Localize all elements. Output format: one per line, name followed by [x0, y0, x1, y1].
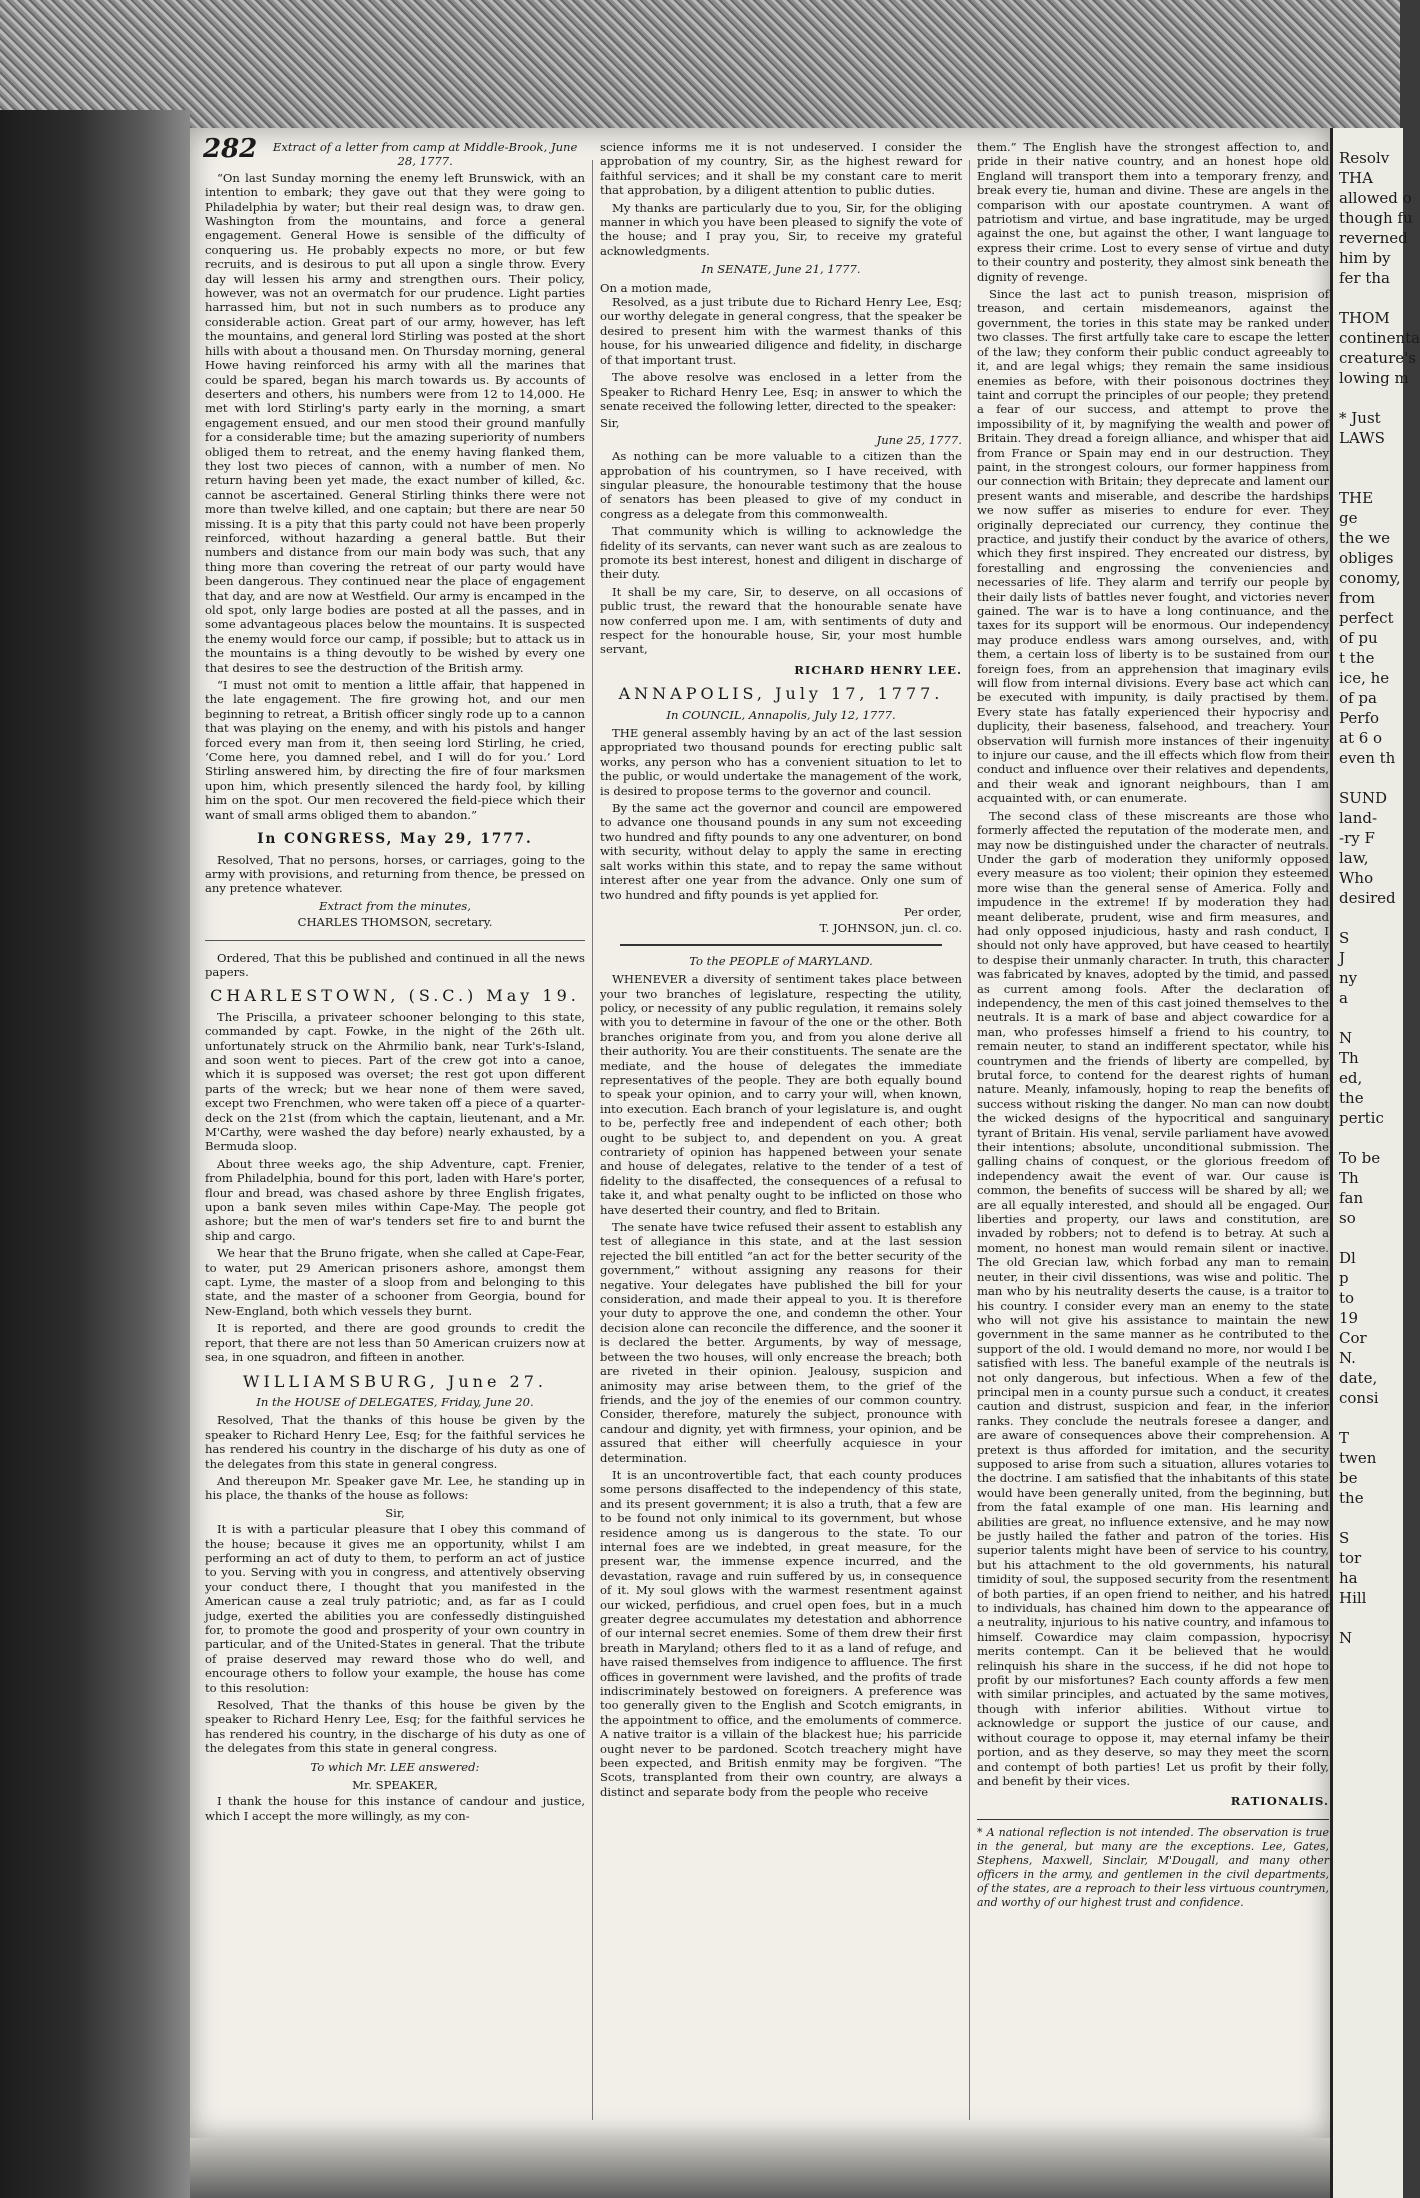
adjacent-page-text: land-: [1339, 809, 1378, 827]
adjacent-page-text: ed,: [1339, 1069, 1363, 1087]
paragraph: About three weeks ago, the ship Adventure, capt. Frenier, from Philadelphia, bound for this port, laden with Hare's porter, flour and bread, was chased ashore by three English frigates, upon a bank seven miles within Cape-May. The people got ashore; but the men of war's tenders set fire to and burnt the ship and cargo.: [205, 1156, 585, 1243]
adjacent-page-text: tor: [1339, 1549, 1362, 1567]
adjacent-page-text: N.: [1339, 1349, 1356, 1367]
adjacent-page-text: [1333, 908, 1403, 928]
section-heading: ANNAPOLIS, July 17, 1777.: [618, 684, 944, 704]
page-bottom-edge: [190, 2138, 1330, 2198]
adjacent-page-text: reverned: [1339, 229, 1408, 247]
adjacent-page-text: of pu: [1339, 629, 1378, 647]
column-3: [977, 140, 1329, 1910]
adjacent-page-text: [1333, 468, 1403, 488]
per-order: Per order,: [903, 904, 962, 919]
adjacent-page-text: date,: [1339, 1369, 1378, 1387]
extract-note: Extract from the minutes,: [319, 898, 471, 913]
paragraph: Resolved, as a just tribute due to Richard Henry Lee, Esq; our worthy delegate in general congress, that the speaker be desired to present him with the warmest thanks of this house, for his unwearied diligence and fidelity, in discharge of that important trust.: [600, 295, 962, 367]
adjacent-page-text: continenta: [1339, 329, 1420, 347]
paragraph: It is reported, and there are good grounds to credit the report, that there are not less than 50 American cruizers now at sea, in one squadron, and fifteen in another.: [205, 1321, 585, 1365]
adjacent-page-text: 19: [1339, 1309, 1359, 1327]
adjacent-page-text: [1333, 448, 1403, 468]
adjacent-page-text: allowed o: [1339, 189, 1412, 207]
paragraph: As nothing can be more valuable to a citizen than the approbation of his countrymen, so I have received, with singular pleasure, the honourable testimony that the house of senators has been pleased to give of my conduct in congress as a delegate from this commonwealth.: [600, 449, 962, 521]
paragraph: The Priscilla, a privateer schooner belonging to this state, commanded by capt. Fowke, in the night of the 26th ult. unfortunately struck on the Ahrmilio bank, near Turk's-Island, and soon went to pieces. Part of the crew got into a canoe, which it is supposed was overset; the rest got upon different parts of the wreck; but we hear none of them were saved, except two Frenchmen, who were taken off a piece of a quarter-deck on the 21st (from which the captain, lieutenant, and a Mr. M'Carthy, were washed the day before) nearly exhausted, by a Bermuda sloop.: [205, 1009, 585, 1154]
adjacent-page-text: Resolv: [1339, 149, 1390, 167]
paragraph: I thank the house for this instance of candour and justice, which I accept the more willingly, as my con-: [205, 1794, 585, 1823]
paragraph: science informs me it is not undeserved. I consider the approbation of my country, Sir, as the highest reward for faithful services; and it shall be my constant care to merit that approbation, by a diligent attention to public duties.: [600, 140, 962, 198]
signature: CHARLES THOMSON, secretary.: [297, 915, 493, 930]
adjacent-page-text: from: [1339, 589, 1375, 607]
adjacent-page-text: consi: [1339, 1389, 1379, 1407]
column-rule: [592, 160, 593, 2120]
salutation: Sir,: [385, 1505, 405, 1520]
adjacent-page-fragment: [1330, 128, 1420, 2198]
adjacent-page-text: at 6 o: [1339, 729, 1383, 747]
paragraph: That community which is willing to acknowledge the fidelity of its servants, can never want such as are zealous to promote its best interest, honest and diligent in discharge of their duty.: [600, 524, 962, 582]
motion-line: On a motion made,: [600, 280, 712, 295]
paragraph: “On last Sunday morning the enemy left Brunswick, with an intention to embark; they gave out that they were going to Philadelphia by water; but their real design was, to draw gen. Washington from the mountains, and force a general engagement. General Howe is sensible of the difficulty of conquering us. He probably expects no more, or but few recruits, and is desirous to put all upon a single throw. Every day will lessen his army and strengthen ours. Their policy, however, was not an overmatch for our prudence. Light parties harrassed him, but not in such numbers as to produce any considerable action. Great part of our army, however, has left the mountains, and general lord Stirling was posted at the short hills with about a thousand men. On Thursday morning, general Howe having reinforced his army with all the marines that could be spared, began his march towards us. By accounts of deserters and others, his numbers were from 12 to 14,000. He met with lord Stirling's party early in the morning, a smart engagement ensued, and our men stood their ground manfully for a considerable time; but the amazing superiority of numbers obliged them to retreat, and the enemy having flanked them, they lost two pieces of cannon, with a number of men. No return having been yet made, the exact number of killed, &c. cannot be ascertained. General Stirling thinks there were not more than twelve killed, and one captain; but there are near 50 missing. It is a pity that this party could not have been properly reinforced, without hazarding a general battle. But their numbers and distance from our main body was such, that any thing more than covering the retreat of our party would have been dangerous. They continued near the place of engagement that day, and are now at Westfield. Our army is encamped in the old spot, only large bodies are posted at all the passes, and in some advantageous places below the mountains. It is suspected the enemy would force our camp, if possible; but to attack us in the mountains is a thing devoutly to be wished by every one that desires to see the destruction of the British army.: [205, 170, 585, 675]
adjacent-page-text: [1333, 288, 1403, 308]
paragraph: It is with a particular pleasure that I obey this command of the house; because it gives me an opportunity, whilst I am performing an act of duty to them, to perform an act of justice to you. Serving with you in congress, and attentively observing your conduct there, I thought that you manifested in the American cause a zeal truly patriotic; and, as far as I could judge, exerted the abilities you are confessedly distinguished for, to promote the good and prosperity of your own country in particular, and of the United-States in general. That the tribute of praise deserved may reward those who do well, and encourage others to follow your example, the house has come to this resolution:: [205, 1522, 585, 1695]
paragraph: We hear that the Bruno frigate, when she called at Cape-Fear, to water, put 29 American prisoners ashore, amongst them capt. Lyme, the master of a sloop from and belonging to this state, and the master of a schooner from Georgia, bound for New-England, both which vessels they burnt.: [205, 1246, 585, 1318]
adjacent-page-text: THA: [1339, 169, 1373, 187]
letter-caption: 282 Extract of a letter from camp at Middle-Brook, June 28, 1777.: [203, 134, 578, 169]
adjacent-page-text: be: [1339, 1469, 1358, 1487]
adjacent-page-text: S: [1339, 1529, 1350, 1547]
adjacent-page-text: ge: [1339, 509, 1358, 527]
adjacent-page-text: Cor: [1339, 1329, 1367, 1347]
adjacent-page-text: [1333, 768, 1403, 788]
adjacent-page-text: J: [1339, 949, 1346, 967]
adjacent-page-text: law,: [1339, 849, 1369, 867]
adjacent-page-text: a: [1339, 989, 1348, 1007]
adjacent-page-text: t the: [1339, 649, 1375, 667]
adjacent-page-text: conomy,: [1339, 569, 1401, 587]
adjacent-page-text: obliges: [1339, 549, 1394, 567]
adjacent-page-text: [1333, 1508, 1403, 1528]
divider: [205, 940, 585, 941]
adjacent-page-text: fan: [1339, 1189, 1364, 1207]
subheading: To which Mr. LEE answered:: [310, 1759, 480, 1774]
salutation: Mr. SPEAKER,: [352, 1778, 438, 1793]
adjacent-page-text: [1333, 1128, 1403, 1148]
adjacent-page-text: Th: [1339, 1049, 1359, 1067]
book-spine: [0, 110, 190, 2198]
paragraph: And thereupon Mr. Speaker gave Mr. Lee, he standing up in his place, the thanks of the house as follows:: [205, 1473, 585, 1503]
adjacent-page-text: [1333, 1608, 1403, 1628]
adjacent-page-text: pertic: [1339, 1109, 1384, 1127]
signature: T. JOHNSON, jun. cl. co.: [819, 921, 962, 936]
column-rule: [969, 160, 970, 2120]
paragraph: Since the last act to punish treason, misprision of treason, and certain misdemeanors, against the government, the tories in this state may be ranked under two classes. The first artfully take care to escape the letter of the law; they conform their public conduct agreeably to it, and are legal whigs; they remain the same insidious enemies as before, with their poisonous doctrines they taint and corrupt the principles of our people; they pretend a fear of our success, and attempt to prove the impossibility of it, by magnifying the wealth and power of Britain. They dread a foreign alliance, and whisper that aid from France or Spain may end in our destruction. They paint, in the strongest colours, our former happiness from our connection with Britain; they deprecate and lament our present wants and miserable, and describe the hardships we now suffer as miseries to endure for ever. They originally depreciated our currency, they continue the practice, and justify their conduct by the avarice of others, which they first inspired. They encreated our distress, by forestalling and engrossing the conveniencies and necessaries of life. They alarm and terrify our people by their daily lists of battles never fought, and victories never gained. The war is to have a long continuance, and the taxes for its support will be enormous. Our independency may produce endless wars among ourselves, and, with them, a certain loss of liberty is to be sustained from our foreign foes, from an apprehension that imaginary evils will flow from internal divisions. Every base act which can be executed with impunity, is daily practised by them. Every state has fatally experienced their hypocrisy and duplicity, their baseness, falsehood, and treachery. Your observation will furnish more instances of their ingenuity to injure our cause, and the ill effects which flow from their conduct and influence over their relatives and dependents, and their weak and ignorant neighbours, than I am acquainted with, or can enumerate.: [977, 287, 1329, 806]
adjacent-page-text: Who: [1339, 869, 1374, 887]
subheading: In SENATE, June 21, 1777.: [701, 262, 861, 277]
adjacent-page-text: To be: [1339, 1149, 1381, 1167]
adjacent-page-text: Dl: [1339, 1249, 1356, 1267]
paragraph: By the same act the governor and council are empowered to advance one thousand pounds in any sum not exceeding two hundred and fifty pounds to any one adventurer, on bond with security, without delay to apply the same in erecting salt works within this state, and to repay the same without interest after one year from the advance. Only one sum of two hundred and fifty pounds is yet applied for.: [600, 801, 962, 902]
adjacent-page-text: creature's: [1339, 349, 1416, 367]
paragraph: The senate have twice refused their assent to establish any test of allegiance in this state, and at the last session rejected the bill entitled “an act for the better security of the government,” without assigning any reasons for their negative. Your delegates have published the bill for your consideration, and made their appeal to you. It is therefore your duty to approve the one, and condemn the other. Your decision alone can reconcile the difference, and the sooner it is declared the better. Arguments, by way of message, between the two houses, will only encrease the breach; both are riveted in their opinion. Jealousy, suspicion and animosity may arise between them, to the grief of the friends, and the joy of the enemies of our common country. Consider, therefore, maturely the subject, pronounce with candour and dignity, yet with firmness, your opinion, and be assured that either will cheerfully acquiesce in your determination.: [600, 1220, 962, 1465]
adjacent-page-text: ha: [1339, 1569, 1358, 1587]
adjacent-page-text: the: [1339, 1089, 1364, 1107]
adjacent-page-text: S: [1339, 929, 1350, 947]
adjacent-page-text: of pa: [1339, 689, 1377, 707]
page-number: 282: [203, 134, 258, 164]
adjacent-page-text: lowing m: [1339, 369, 1409, 387]
column-2: [600, 140, 962, 1802]
adjacent-page-text: fer tha: [1339, 269, 1390, 287]
adjacent-page-text: though fu: [1339, 209, 1413, 227]
letter-date: June 25, 1777.: [876, 432, 962, 447]
subheading: In COUNCIL, Annapolis, July 12, 1777.: [666, 707, 896, 722]
signature: RICHARD HENRY LEE.: [794, 662, 962, 677]
subheading: To the PEOPLE of MARYLAND.: [689, 953, 873, 968]
adjacent-page-text: perfect: [1339, 609, 1394, 627]
adjacent-page-text: ice, he: [1339, 669, 1390, 687]
paragraph: Resolved, That no persons, horses, or carriages, going to the army with provisions, and returning from thence, be pressed on any pretence whatever.: [205, 852, 585, 896]
adjacent-page-text: -ry F: [1339, 829, 1375, 847]
column-1: [203, 134, 585, 1826]
subheading: In the HOUSE of DELEGATES, Friday, June 20.: [256, 1394, 534, 1409]
adjacent-page-text: twen: [1339, 1449, 1377, 1467]
signature: RATIONALIS.: [1230, 1794, 1329, 1809]
divider: [620, 944, 942, 946]
adjacent-page-text: ny: [1339, 969, 1358, 987]
salutation: Sir,: [600, 416, 620, 431]
paragraph: It is an uncontrovertible fact, that each county produces some persons disaffected to the independency of this state, and its present government; it is also a truth, that a few are to be found not only inimical to its government, but whose residence among us is dangerous to the state. To our internal foes are we indebted, in great measure, for the present war, the immense expence incurred, and the devastation, ravage and ruin suffered by us, in consequence of it. My soul glows with the warmest resentment against our wicked, perfidious, and cruel open foes, but in a much greater degree accumulates my detestation and abhorrence of our internal secret enemies. Some of them drew their first breath in Maryland; others fled to it as a land of refuge, and have raised themselves from indigence to affluence. The first offices in government were lavished, and the profits of trade indiscriminately bestowed on foreigners. A preference was too generally given to the English and Scotch emigrants, in the appointment to office, and the emoluments of commerce. A native traitor is a villain of the blackest hue; his parricide ought never to be pardoned. Scotch treachery might have been expected, and British enmity may be forgiven. “The Scots, transplanted from their own country, are always a distinct and separate body from the people who receive: [600, 1467, 962, 1799]
adjacent-page-text: him by: [1339, 249, 1391, 267]
adjacent-page-text: the: [1339, 1489, 1364, 1507]
section-heading: CHARLESTOWN, (S.C.) May 19.: [210, 986, 580, 1006]
section-heading: In CONGRESS, May 29, 1777.: [257, 831, 533, 848]
adjacent-page-text: [1333, 1008, 1403, 1028]
adjacent-page-text: so: [1339, 1209, 1356, 1227]
adjacent-page-text: Hill: [1339, 1589, 1367, 1607]
adjacent-page-text: SUND: [1339, 789, 1388, 807]
adjacent-page-text: to: [1339, 1289, 1355, 1307]
paragraph: The above resolve was enclosed in a letter from the Speaker to Richard Henry Lee, Esq; in answer to which the senate received the following letter, directed to the speaker:: [600, 370, 962, 413]
paragraph: them.” The English have the strongest affection to, and pride in their native country, and an honest hope old England will transport them into a temporary frenzy, and break every tie, human and divine. These are angels in the comparison with our apostate countrymen. A want of patriotism and virtue, and base ingratitude, may be urged against the one, but against the other, I want language to express their crime. Lost to every sense of virtue and duty to their country and posterity, they almost sink beneath the dignity of revenge.: [977, 140, 1329, 284]
adjacent-page-text: T: [1339, 1429, 1350, 1447]
adjacent-page-text: Perfo: [1339, 709, 1380, 727]
paragraph: Resolved, That the thanks of this house be given by the speaker to Richard Henry Lee, Esq; for the faithful services he has rendered his country, in the discharge of his duty as one of the delegates from this state in general congress.: [205, 1698, 585, 1756]
paragraph: Resolved, That the thanks of this house be given by the speaker to Richard Henry Lee, Esq; for the faithful services he has rendered his country in the discharge of his duty as one of the delegates from this state in general congress.: [205, 1413, 585, 1471]
adjacent-page-text: the we: [1339, 529, 1391, 547]
footnote: * A national reflection is not intended. The observation is true in the general, but many are the exceptions. Lee, Gates, Stephens, Maxwell, Sinclair, M'Dougall, and many other officers in the army, and gentlemen in the civil departments, of the states, are a reproach to their less virtuous countrymen, and worthy of our highest trust and confidence.: [977, 1819, 1329, 1910]
adjacent-page-text: * Just: [1339, 409, 1381, 427]
adjacent-page-text: [1333, 1228, 1403, 1248]
paragraph: THE general assembly having by an act of the last session appropriated two thousand pounds for erecting public salt works, any person who has a convenient situation to let to the public, or would undertake the management of the work, is desired to propose terms to the governor and council.: [600, 726, 962, 798]
adjacent-page-text: N: [1339, 1029, 1353, 1047]
adjacent-page-text: Th: [1339, 1169, 1359, 1187]
section-heading: WILLIAMSBURG, June 27.: [243, 1371, 547, 1391]
paragraph: My thanks are particularly due to you, Sir, for the obliging manner in which you have been pleased to signify the vote of the house; and I pray you, Sir, to receive my grateful acknowledgments.: [600, 200, 962, 258]
adjacent-page-text: [1333, 1408, 1403, 1428]
paragraph: The second class of these miscreants are those who formerly affected the reputation of the moderate men, and may now be distinguished under the character of neutrals. Under the garb of moderation they uniformly opposed every measure as too violent; their opinion they esteemed more wise than the general sense of America. Folly and impudence in the extreme! If by moderation they had meant deliberate, prudent, wise and firm measures, and had only opposed injudicious, hasty and rash conduct, I should not only have approved, but have ceased to heartily to despise their unmanly character. In truth, this character was fabricated by knaves, adopted by the timid, and passed as current among fools. After the declaration of independency, the men of this cast joined themselves to the neutrals. It is a mark of base and abject cowardice for a man, who professes himself a friend to his country, to remain neuter, to stand an indifferent spectator, while his countrymen and the friends of liberty are compelled, by brutal force, to contend for the dearest rights of human nature. Meanly, infamously, hoping to reap the benefits of success without risking the danger. No man can now doubt the wicked designs of the hypocritical and sanguinary tyrant of Britain. His venal, servile parliament have avowed their intentions; absolute, unconditional submission. The galling chains of conquest, or the glorious freedom of independency await the event of war. Our cause is common, the benefits of success will be shared by all; we are all equally interested, and should all be engaged. Our liberties and property, our laws and constitution, are invaded by robbers; not to defend is to betray. At such a moment, no honest man would remain silent or inactive. The old Grecian law, which forbad any man to remain neuter, in their civil dissentions, was wise and politic. The man who by his neutrality deserts the cause, is a traitor to his country. I consider every man an enemy to the state who will not give his assistance to maintain the new government in the same manner as he contributed to the support of the old. I would demand no more, nor would I be satisfied with less. The baneful example of the neutrals is not only dangerous, but infectious. When a few of the principal men in a county pursue such a conduct, it creates caution and distrust, suspicion and fear, in the inferior ranks. They conclude the neutrals foresee a danger, and are aware of consequences above their comprehension. A pretext is thus afforded for imitation, and the security supposed to arise from such a situation, allures votaries to the doctrine. I am satisfied that the inhabitants of this state would have been generally united, from the beginning, but from the fatal example of one man. His learning and abilities are great, no influence extensive, and he may now be justly hailed the father and patron of the tories. His superior talents might have been of service to his country, but his attachment to the old governments, his natural timidity of soul, the supposed security from the resentment of both parties, if an open friend to neither, and his hatred to individuals, has chained him down to the appearance of a neutrality, injurious to his native country, and infamous to himself. Cowardice may claim compassion, hypocrisy merits contempt. Can it be believed that he would relinquish his share in the success, if he did not hope to profit by our misfortunes? Each county affords a few men with similar principles, and actuated by the same motives, though with inferior abilities. Without virtue to acknowledge or support the justice of our cause, and without courage to oppose it, may eternal infamy be their portion, and as they deserve, so may they meet the scorn and contempt of both parties! Let us profit by their folly, and benefit by their vices.: [977, 808, 1329, 1788]
adjacent-page-text: [1333, 388, 1403, 408]
adjacent-page-text: even th: [1339, 749, 1396, 767]
paragraph: “I must not omit to mention a little affair, that happened in the late engagement. The fire growing hot, and our men beginning to retreat, a British officer singly rode up to a cannon that was playing on the enemy, and with his pistols and hanger forced every man from it, then seeing lord Stirling, he cried, ‘Come here, you damned rebel, and I will do for you.’ Lord Stirling answered him, by directing the fire of four marksmen upon him, which presently silenced the hardy fool, by killing him on the spot. Our men recovered the field-piece which their want of small arms obliged them to abandon.”: [205, 678, 585, 822]
adjacent-page-text: LAWS: [1339, 429, 1385, 447]
paragraph: It shall be my care, Sir, to deserve, on all occasions of public trust, the reward that the honourable senate have now conferred upon me. I am, with sentiments of duty and respect for the honourable house, Sir, your most humble servant,: [600, 584, 962, 657]
adjacent-page-text: N: [1339, 1629, 1353, 1647]
paragraph: Ordered, That this be published and continued in all the news papers.: [205, 950, 585, 979]
adjacent-page-text: THOM: [1339, 309, 1390, 327]
adjacent-page-text: p: [1339, 1269, 1349, 1287]
adjacent-page-text: [1333, 128, 1403, 148]
adjacent-page-text: desired: [1339, 889, 1396, 907]
paragraph: WHENEVER a diversity of sentiment takes place between your two branches of legislature, respecting the utility, policy, or necessity of any public regulation, it remains solely with you to determine in favour of the one or the other. Both branches originate from you, and from you alone derive all their authority. You are their constituents. The senate are the mediate, and the house of delegates the immediate representatives of the people. They are both equally bound to speak your opinion, and to carry your will, when known, into execution. Each branch of your legislature is, and ought to be, perfectly free and independent of each other; both ought to be subject to, and dependent on you. A great contrariety of opinion has happened between your senate and house of delegates, relative to the tender of a test of fidelity to the disaffected, the consequences of a refusal to take it, and what penalty ought to be inflicted on those who have deserted their country, and fled to Britain.: [600, 972, 962, 1217]
adjacent-page-text: THE: [1339, 489, 1374, 507]
